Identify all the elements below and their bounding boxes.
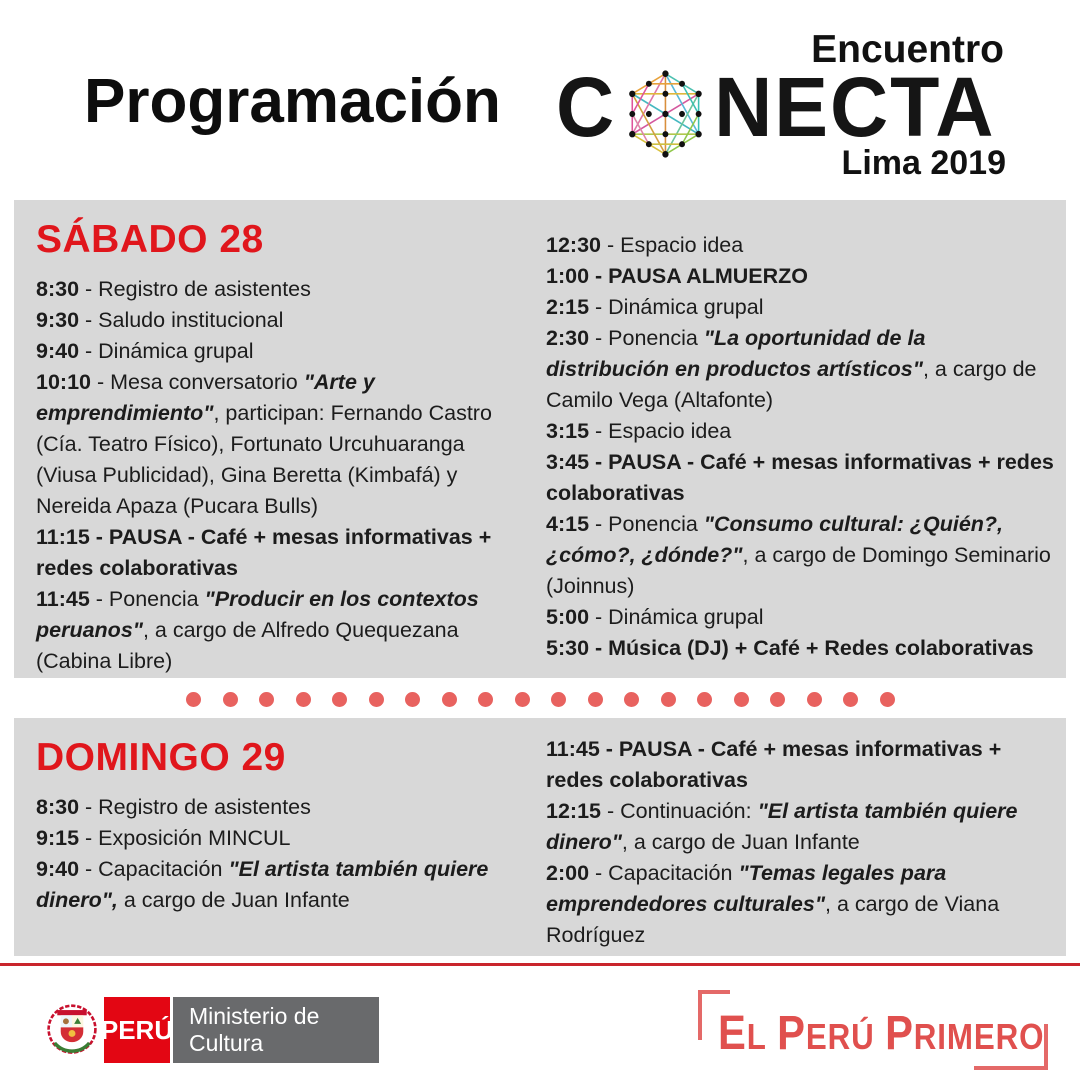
ministry-logo [46,997,379,1063]
schedule-item: 11:15 - PAUSA - Café + mesas informativas + redes colaborativas [36,525,492,580]
schedule-item: 9:30 - Saludo institucional [36,308,284,332]
schedule-item: 4:15 - Ponencia "Consumo cultural: ¿Quién?, ¿cómo?, ¿dónde?", a cargo de Domingo Seminario (Joinnus) [546,512,1051,598]
sabado-title: SÁBADO 28 [36,218,264,261]
logo-lima-text: Lima 2019 [841,144,1006,182]
ministry-gray-box: Ministerio de Cultura [173,997,379,1063]
dot [880,692,895,707]
slogan-text: EL PERÚ PRIMERO [718,1007,1045,1060]
domingo-title: DOMINGO 29 [36,736,286,779]
dot [296,692,311,707]
schedule-item: 5:00 - Dinámica grupal [546,605,764,629]
peru-coat-of-arms-icon [46,999,98,1061]
network-graph-icon [619,63,711,165]
dot [551,692,566,707]
dot [478,692,493,707]
dot [697,692,712,707]
schedule-item: 5:30 - Música (DJ) + Café + Redes colaborativas [546,636,1034,660]
schedule-item: 11:45 - PAUSA - Café + mesas informativas + redes colaborativas [546,737,1002,792]
section-sabado [14,200,1066,678]
conecta-logo [556,56,995,158]
dot [843,692,858,707]
dot [661,692,676,707]
schedule-item: 3:45 - PAUSA - Café + mesas informativas + redes colaborativas [546,450,1054,505]
dot [259,692,274,707]
dot [807,692,822,707]
dot [186,692,201,707]
schedule-item: 2:00 - Capacitación "Temas legales para emprendedores culturales", a cargo de Viana Rodríguez [546,861,1000,947]
dot [442,692,457,707]
dot [770,692,785,707]
schedule-item: 8:30 - Registro de asistentes [36,795,311,819]
schedule-item: 2:30 - Ponencia "La oportunidad de la distribución en productos artísticos", a cargo de Camilo Vega (Altafonte) [546,326,1037,412]
sabado-schedule-col2 [546,216,1054,677]
dot [369,692,384,707]
footer-divider-line [0,963,1080,966]
schedule-item: 9:15 - Exposición MINCUL [36,826,291,850]
schedule-item: 12:15 - Continuación: "El artista también quiere dinero", a cargo de Juan Infante [546,799,1018,854]
schedule-item: 8:30 - Registro de asistentes [36,277,311,301]
schedule-item: 11:45 - Ponencia "Producir en los contextos peruanos", a cargo de Alfredo Quequezana (Cabina Libre) [36,587,479,673]
schedule-item: 12:30 - Espacio idea [546,233,744,257]
domingo-left-column [36,734,522,951]
peru-red-box: PERÚ [104,997,170,1063]
slogan-word: E [718,1007,747,1060]
dot [734,692,749,707]
el-peru-primero-logo [698,984,1050,1068]
page-title: Programación [84,67,501,136]
dot [515,692,530,707]
dot [332,692,347,707]
domingo-schedule-col1 [36,792,522,916]
sabado-schedule-col1 [36,274,522,677]
dot [223,692,238,707]
dot [624,692,639,707]
schedule-item: 9:40 - Capacitación "El artista también quiere dinero", a cargo de Juan Infante [36,857,489,912]
slogan-word: P [777,1007,806,1060]
schedule-item: 3:15 - Espacio idea [546,419,732,443]
logo-letter-c: C [556,59,617,154]
slogan-word: P [885,1007,914,1060]
dot [405,692,420,707]
logo-letters-necta: NECTA [714,59,996,154]
domingo-schedule-col2 [546,734,1054,951]
schedule-item: 2:15 - Dinámica grupal [546,295,764,319]
section-domingo [14,718,1066,956]
dot [588,692,603,707]
sabado-left-column [36,216,522,677]
schedule-item: 9:40 - Dinámica grupal [36,339,254,363]
schedule-item: 1:00 - PAUSA ALMUERZO [546,264,808,288]
dots-separator [186,692,895,707]
schedule-item: 10:10 - Mesa conversatorio "Arte y emprendimiento", participan: Fernando Castro (Cía. Teatro Físico), Fortunato Urcuhuaranga (Viusa Publicidad), Gina Beretta (Kimbafá) y Nereida Apaza (Pucara Bulls) [36,370,492,518]
logo-encuentro-text: Encuentro [811,28,1004,71]
